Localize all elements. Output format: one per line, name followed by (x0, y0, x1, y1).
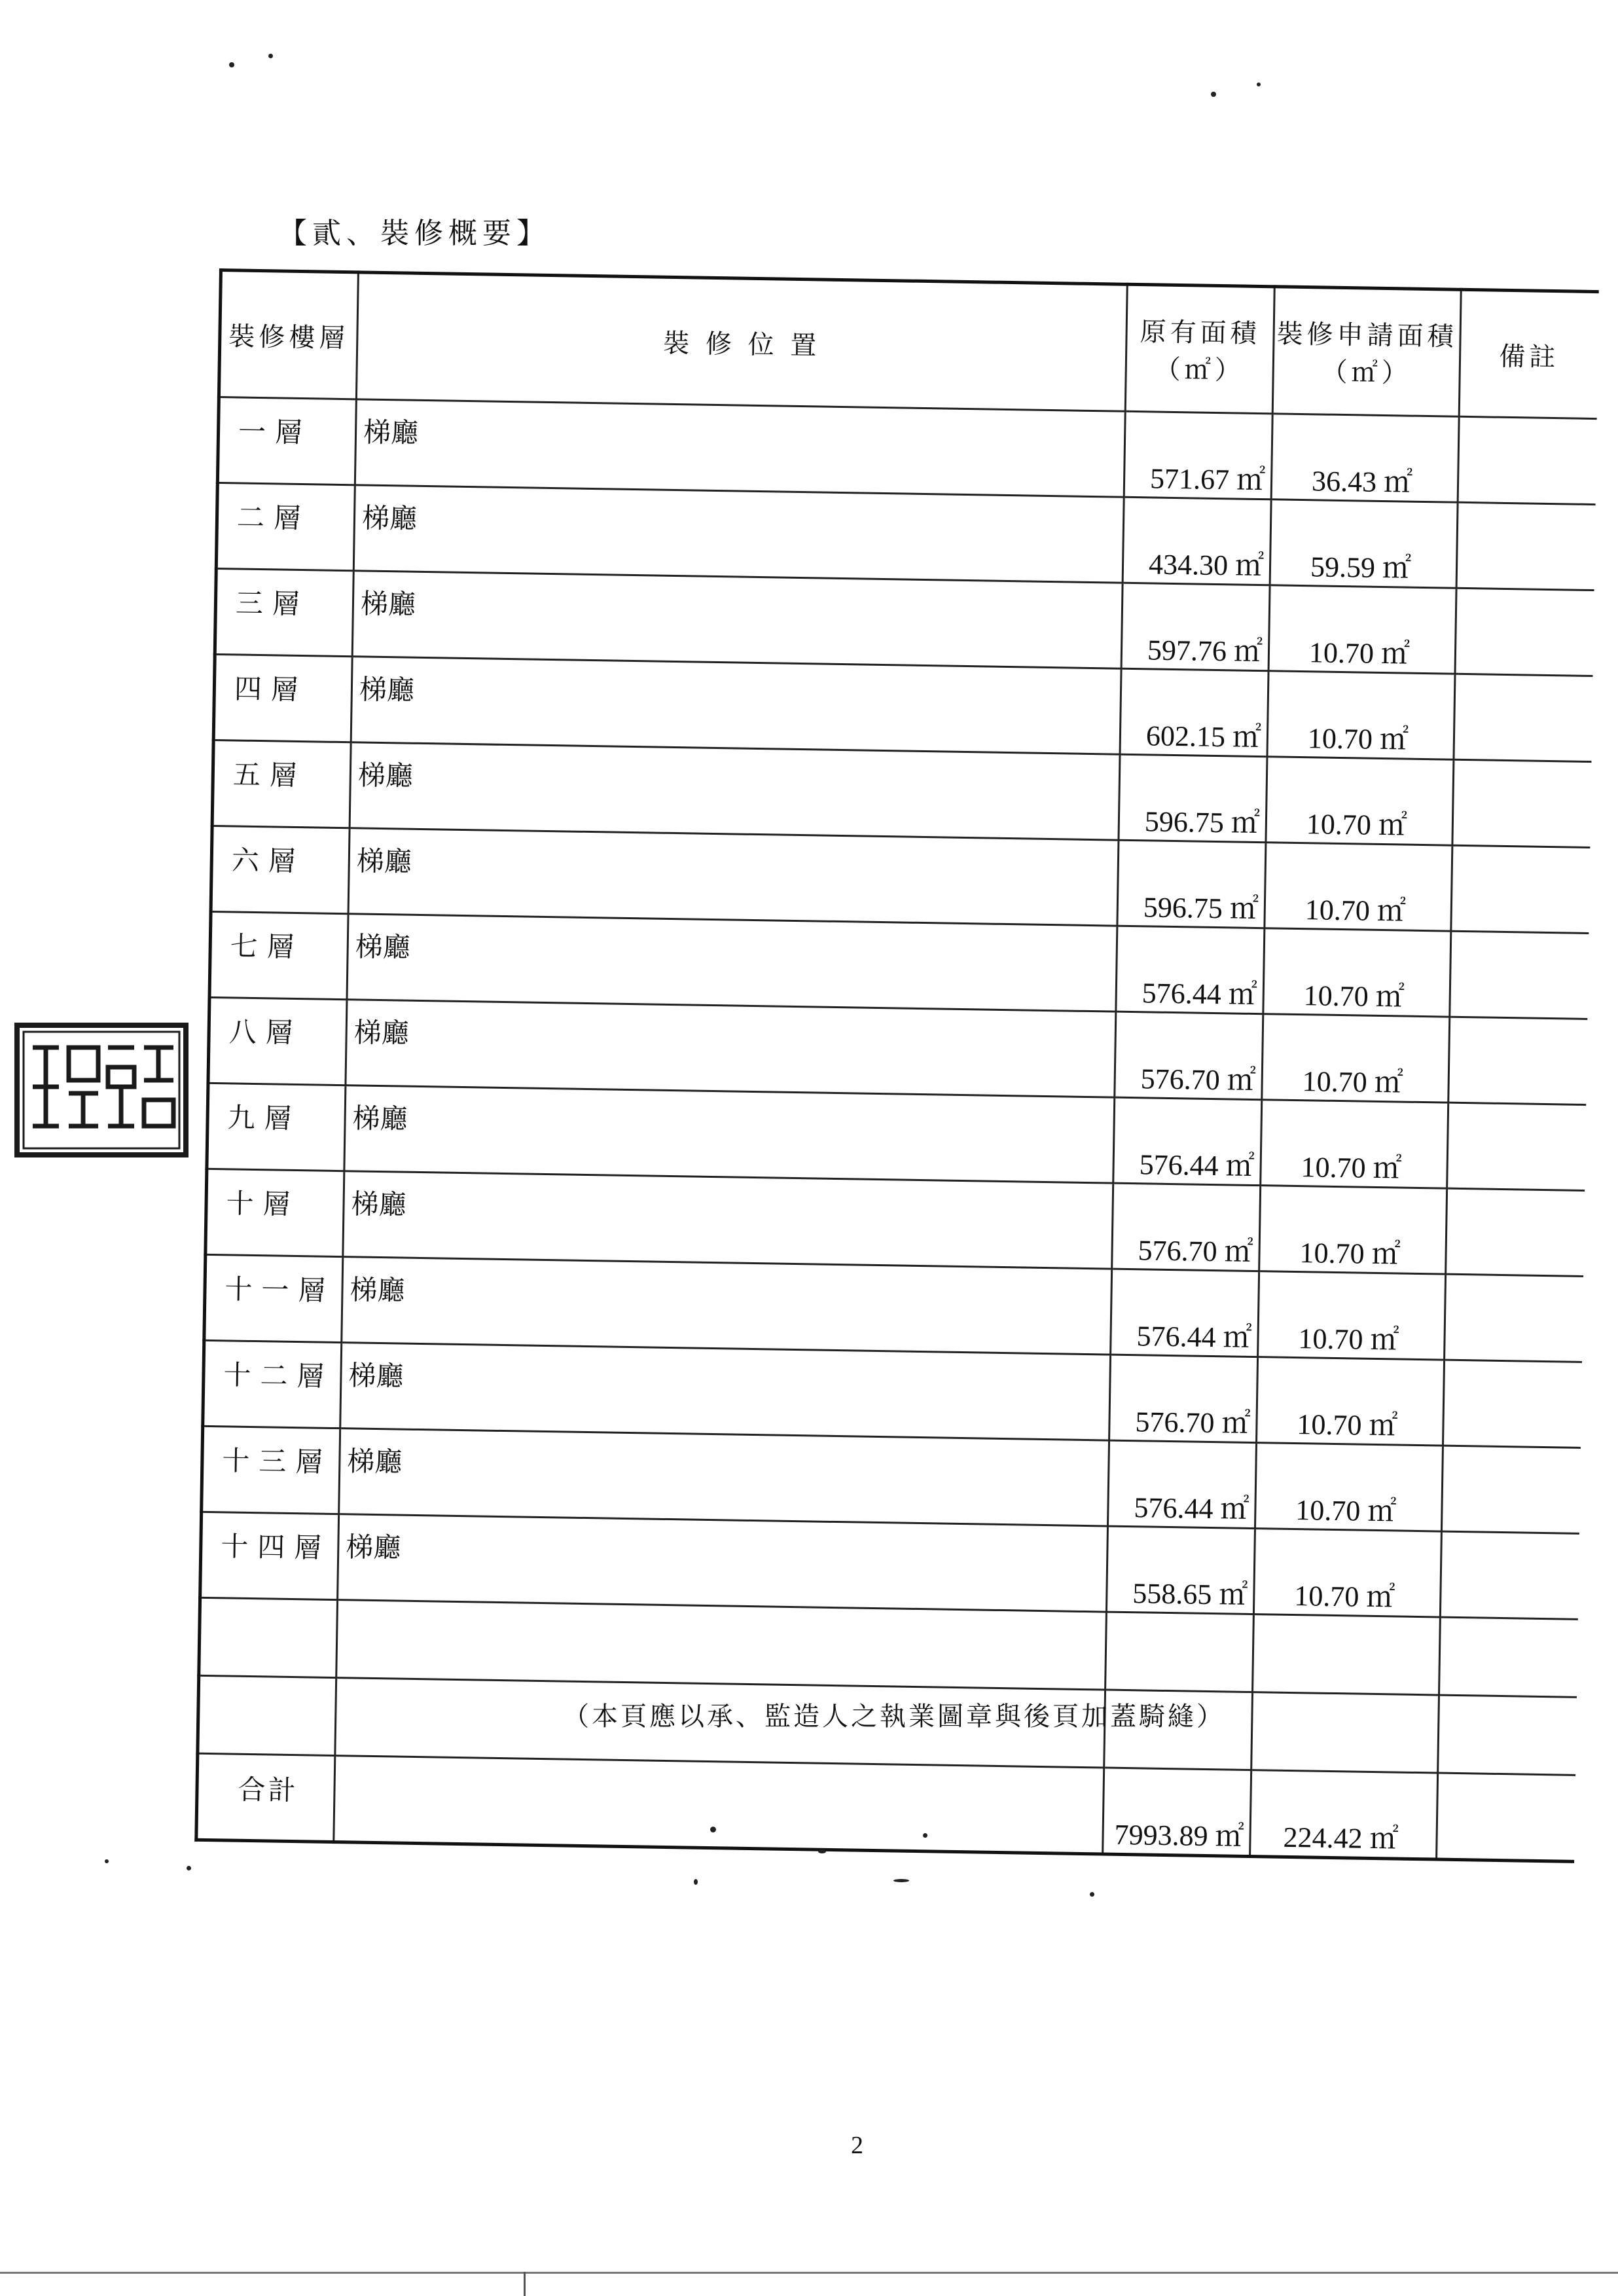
original-area-cell (1117, 840, 1266, 928)
floor-text: 七層 (230, 930, 304, 964)
original-area-cell (1124, 411, 1272, 500)
floor-text: 十四層 (220, 1530, 331, 1564)
applied-area-cell (1255, 1443, 1443, 1531)
location-cell (336, 1600, 1107, 1690)
floor-text (202, 1599, 336, 1613)
header-original-area: 原有面積（㎡） (1125, 284, 1274, 414)
applied-area-text: 36.43 ㎡ (1311, 465, 1413, 499)
remark-cell (1443, 1360, 1581, 1448)
location-cell (352, 571, 1123, 668)
original-area-cell (1120, 668, 1268, 757)
scan-speck (229, 62, 234, 67)
applied-area-text: 10.70 ㎡ (1302, 1065, 1404, 1099)
applied-area-text: 10.70 ㎡ (1295, 1494, 1397, 1528)
applied-area-text: 10.70 ㎡ (1308, 636, 1411, 670)
original-area-text: 576.70 ㎡ (1135, 1406, 1251, 1440)
floor-cell (198, 1675, 336, 1755)
original-area-text: 571.67 ㎡ (1149, 462, 1266, 497)
floor-cell (216, 483, 355, 570)
remark-text (1456, 675, 1592, 687)
floor-cell (212, 740, 351, 828)
floor-cell (209, 911, 348, 999)
original-area-text: 576.70 ㎡ (1138, 1234, 1253, 1268)
location-cell (346, 1000, 1116, 1097)
remark-cell (1458, 416, 1596, 504)
total-applied-area: 224.42 ㎡ (1283, 1821, 1399, 1855)
total-original-area-cell (1103, 1768, 1251, 1857)
floor-cell (208, 997, 347, 1085)
floor-cell (215, 568, 353, 656)
floor-text: 三層 (235, 587, 310, 621)
remark-cell (1445, 1274, 1583, 1362)
applied-area-cell (1271, 414, 1459, 502)
original-area-cell (1119, 754, 1267, 843)
applied-area-cell (1267, 671, 1455, 759)
location-text: 梯廳 (351, 1188, 406, 1221)
floor-text: 十一層 (225, 1273, 335, 1307)
floor-cell (207, 1083, 346, 1171)
remark-text (1444, 1447, 1581, 1459)
floor-text: 十層 (226, 1187, 300, 1221)
section-title: 【貳、裝修概要】 (278, 217, 550, 250)
floor-cell (203, 1340, 342, 1428)
location-text: 梯廳 (357, 759, 414, 792)
applied-area-text (1254, 1615, 1439, 1660)
location-text: 梯廳 (355, 930, 411, 964)
original-area-cell (1116, 926, 1265, 1014)
header-remark: 備註 (1459, 289, 1598, 418)
page-number: 2 (851, 2132, 863, 2159)
location-cell (343, 1171, 1113, 1269)
applied-area-cell (1261, 1100, 1448, 1188)
location-cell (339, 1429, 1109, 1526)
original-area-text: 576.44 ㎡ (1136, 1320, 1252, 1354)
remark-text (1454, 761, 1591, 773)
applied-area-cell (1258, 1271, 1446, 1360)
floor-cell (200, 1512, 339, 1599)
location-text: 梯廳 (363, 416, 419, 449)
applied-area-text: 10.70 ㎡ (1297, 1408, 1398, 1442)
scan-speck (268, 54, 273, 58)
applied-area-cell (1253, 1614, 1441, 1695)
floor-cell (213, 654, 352, 742)
applied-area-cell (1263, 928, 1451, 1017)
original-area-text: 576.44 ㎡ (1142, 977, 1258, 1011)
location-text: 梯廳 (348, 1359, 404, 1393)
location-cell (355, 399, 1125, 497)
scan-speck (893, 1879, 909, 1882)
renovation-summary-table (194, 268, 1598, 1863)
location-text: 梯廳 (347, 1445, 403, 1478)
remark-text (1458, 503, 1595, 516)
scan-speck (818, 1850, 826, 1853)
remark-text (1447, 1275, 1583, 1288)
applied-area-text: 10.70 ㎡ (1306, 808, 1408, 842)
scan-speck (1211, 92, 1216, 97)
location-text: 梯廳 (361, 501, 418, 535)
location-cell (344, 1085, 1115, 1183)
header-applied-area: 裝修申請面積（㎡） (1272, 287, 1461, 416)
location-cell (350, 742, 1120, 840)
applied-area-cell (1251, 1692, 1439, 1773)
floor-text (200, 1677, 335, 1690)
floor-cell (202, 1426, 340, 1514)
original-area-text: 434.30 ㎡ (1148, 548, 1265, 583)
floor-cell (217, 397, 356, 485)
location-cell (340, 1343, 1111, 1440)
scan-speck (710, 1827, 716, 1832)
applied-area-cell (1266, 757, 1454, 845)
floor-cell (206, 1169, 344, 1256)
applied-area-text: 10.70 ㎡ (1304, 894, 1407, 928)
floor-text: 八層 (228, 1015, 303, 1049)
location-text: 梯廳 (345, 1531, 401, 1564)
applied-area-text: 10.70 ㎡ (1293, 1580, 1395, 1614)
applied-area-cell (1259, 1186, 1447, 1274)
original-area-text: 576.44 ㎡ (1134, 1491, 1249, 1525)
applied-area-text: 59.59 ㎡ (1310, 551, 1412, 585)
applied-area-cell (1257, 1357, 1445, 1446)
remark-cell (1438, 1695, 1577, 1775)
original-area-text: 602.15 ㎡ (1145, 720, 1262, 754)
total-label-cell (196, 1753, 335, 1842)
applied-area-cell (1270, 500, 1458, 588)
applied-area-text: 10.70 ㎡ (1298, 1322, 1399, 1357)
table-body (198, 397, 1596, 1776)
floor-text: 十二層 (223, 1358, 334, 1393)
remark-text (1440, 1696, 1577, 1709)
applied-area-text (1253, 1693, 1438, 1738)
original-area-cell (1106, 1612, 1254, 1692)
location-text: 梯廳 (353, 1016, 410, 1049)
applied-area-text: 10.70 ㎡ (1307, 722, 1409, 756)
location-text: 梯廳 (359, 673, 415, 706)
location-text: 梯廳 (350, 1273, 405, 1307)
remark-text (1441, 1618, 1578, 1631)
remark-text (1453, 847, 1590, 859)
location-cell (338, 1514, 1108, 1612)
renovation-table-wrapper (194, 268, 1596, 1863)
total-original-area: 7993.89 ㎡ (1114, 1818, 1244, 1853)
original-area-cell (1113, 1097, 1262, 1186)
remark-text (1445, 1361, 1582, 1374)
remark-text (1448, 1190, 1585, 1202)
original-area-text: 596.75 ㎡ (1144, 805, 1261, 840)
remark-cell (1448, 1017, 1587, 1104)
scan-speck (187, 1866, 191, 1870)
applied-area-text: 10.70 ㎡ (1299, 1237, 1401, 1271)
location-text: 梯廳 (352, 1102, 408, 1135)
floor-cell (211, 826, 350, 913)
floor-text: 二層 (236, 501, 311, 535)
total-label: 合計 (238, 1773, 298, 1807)
remark-cell (1446, 1188, 1585, 1276)
total-location-cell (334, 1756, 1104, 1854)
remark-cell (1439, 1617, 1578, 1697)
remark-text (1449, 1104, 1586, 1116)
footnote: （本頁應以承、監造人之執業圖章與後頁加蓋騎縫） (563, 1702, 1225, 1732)
location-text: 梯廳 (356, 845, 412, 878)
remark-cell (1451, 845, 1590, 933)
original-area-text: 597.76 ㎡ (1147, 634, 1263, 668)
remark-cell (1440, 1531, 1579, 1619)
floor-text: 四層 (234, 672, 308, 706)
scan-speck (923, 1833, 927, 1838)
location-cell (342, 1257, 1112, 1355)
remark-cell (1450, 931, 1589, 1019)
applied-area-cell (1265, 843, 1452, 931)
location-cell (351, 657, 1121, 754)
architect-seal-stamp (13, 1021, 190, 1159)
original-area-cell (1121, 583, 1270, 671)
total-remark-cell (1437, 1773, 1575, 1861)
remark-cell (1452, 759, 1591, 847)
remark-text (1450, 1018, 1587, 1030)
remark-text (1443, 1533, 1579, 1545)
floor-text: 五層 (232, 758, 307, 792)
remark-cell (1456, 502, 1595, 590)
applied-area-text: 10.70 ㎡ (1301, 1151, 1403, 1185)
original-area-cell (1111, 1269, 1259, 1357)
original-area-text: 576.70 ㎡ (1140, 1063, 1257, 1097)
original-area-text: 558.65 ㎡ (1132, 1577, 1248, 1611)
scan-speck (1257, 82, 1261, 86)
location-cell (347, 914, 1117, 1011)
applied-area-text: 10.70 ㎡ (1303, 979, 1405, 1013)
floor-cell (199, 1597, 338, 1677)
location-text: 梯廳 (360, 587, 416, 621)
remark-text (1460, 418, 1596, 430)
floor-text: 九層 (227, 1101, 302, 1135)
location-cell (353, 485, 1124, 583)
original-area-cell (1107, 1440, 1256, 1529)
remark-cell (1447, 1102, 1586, 1190)
remark-cell (1441, 1446, 1580, 1533)
original-area-cell (1123, 497, 1271, 585)
remark-text (1457, 589, 1594, 602)
original-area-cell (1106, 1526, 1255, 1614)
scan-bottom-rule (0, 2272, 1618, 2274)
scan-speck (1090, 1892, 1094, 1897)
scan-bottom-tick (524, 2272, 526, 2296)
location-cell (348, 828, 1119, 926)
original-area-cell (1115, 1011, 1263, 1100)
original-area-text: 596.75 ㎡ (1143, 891, 1259, 926)
floor-cell (204, 1254, 343, 1342)
applied-area-cell (1268, 585, 1456, 674)
original-area-text (1107, 1613, 1253, 1657)
remark-text (1452, 932, 1589, 945)
header-location: 裝 修 位 置 (356, 272, 1127, 411)
remark-cell (1455, 588, 1594, 676)
floor-text: 十三層 (222, 1444, 333, 1478)
floor-text: 六層 (231, 844, 306, 878)
total-applied-area-cell (1250, 1770, 1438, 1859)
original-area-cell (1109, 1355, 1258, 1443)
header-floor: 裝修樓層 (219, 270, 358, 399)
remark-cell (1454, 674, 1592, 761)
scan-speck (105, 1859, 109, 1863)
applied-area-cell (1262, 1014, 1450, 1102)
applied-area-cell (1253, 1529, 1441, 1617)
original-area-text: 576.44 ㎡ (1139, 1148, 1255, 1183)
scan-speck (694, 1879, 698, 1885)
original-area-cell (1112, 1183, 1261, 1271)
table-header-row (219, 270, 1598, 419)
floor-text: 一層 (238, 415, 312, 449)
